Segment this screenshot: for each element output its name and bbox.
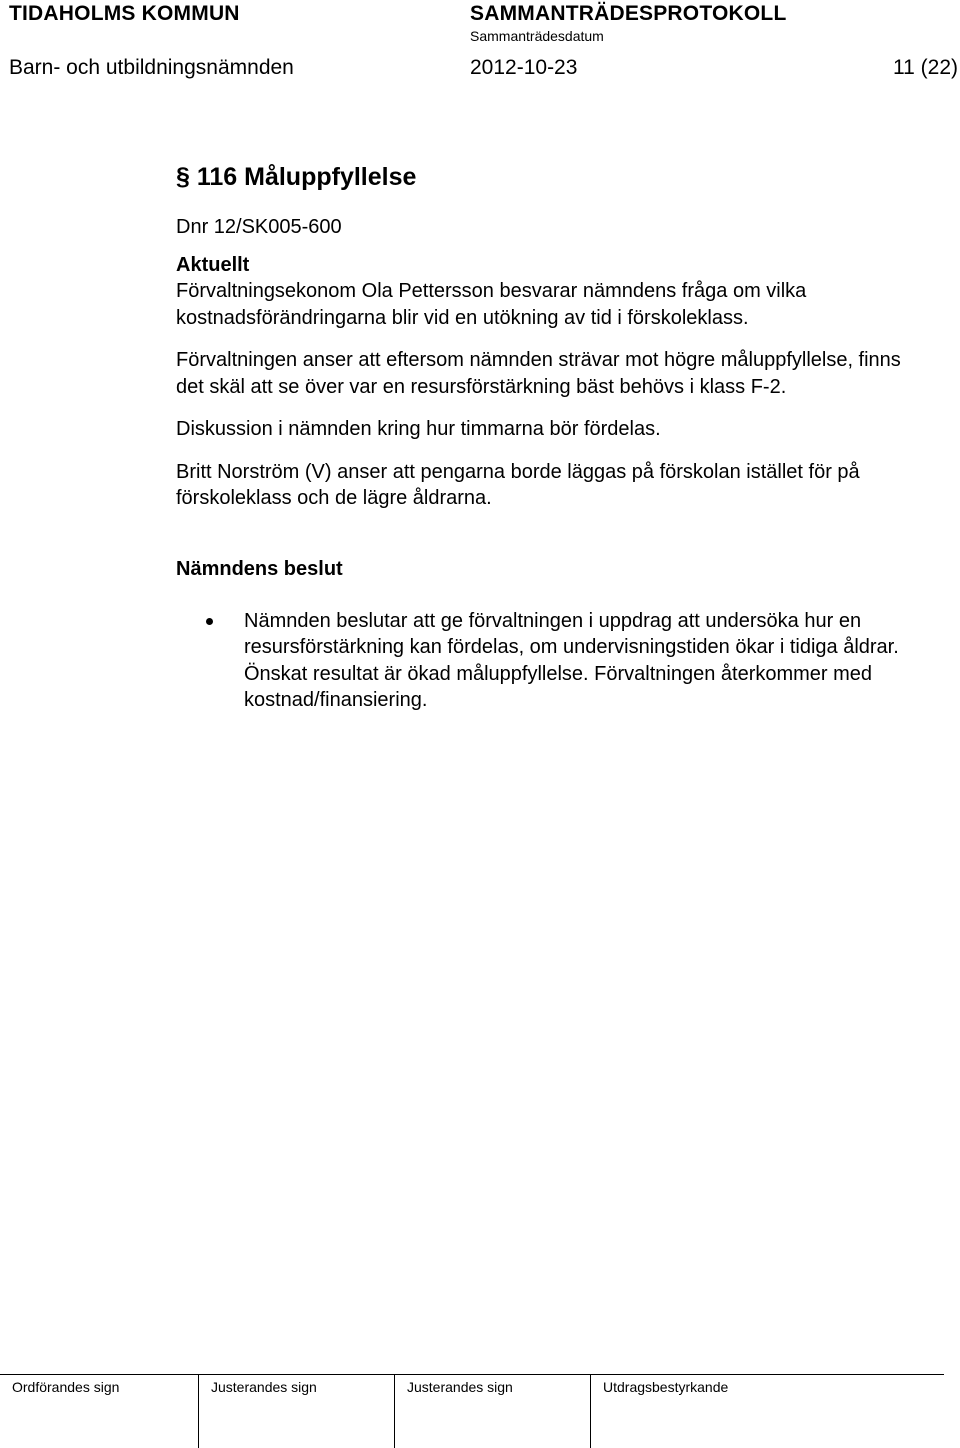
page-number: 11 (22) <box>893 56 958 79</box>
signature-cell-certifier: Utdragsbestyrkande <box>590 1375 944 1448</box>
signature-cell-adjuster-2: Justerandes sign <box>394 1375 590 1448</box>
signature-cell-adjuster-1: Justerandes sign <box>198 1375 394 1448</box>
current-heading: Aktuellt <box>176 254 250 276</box>
org-name: TIDAHOLMS KOMMUN <box>9 2 240 25</box>
paragraph: Diskussion i nämnden kring hur timmarna bör fördelas. <box>176 418 661 440</box>
paragraph: Britt Norström (V) anser att pengarna borde läggas på förskolan istället för på förskoleklass och de lägre åldrarna. <box>176 460 860 509</box>
meeting-date: 2012-10-23 <box>470 56 578 79</box>
bullet-icon <box>206 618 213 625</box>
paragraph: Förvaltningen anser att eftersom nämnden strävar mot högre måluppfyllelse, finns det skäl att se över var en resursförstärkning bäst behövs i klass F-2. <box>176 349 901 398</box>
decision-heading: Nämndens beslut <box>176 557 343 580</box>
decision-text: Nämnden beslutar att ge förvaltningen i uppdrag att undersöka hur en resursförstärkning kan fördelas, om undervisningstiden ökar i tidiga åldrar. Önskat resultat är ökad måluppfyllelse. Förvaltningen återkommer med kostnad/finansiering. <box>244 609 899 711</box>
decision-list <box>176 608 916 714</box>
signature-cell-chair: Ordförandes sign <box>12 1379 120 1395</box>
section-title: § 116 Måluppfyllelse <box>176 163 417 191</box>
diary-number: Dnr 12/SK005-600 <box>176 216 342 238</box>
date-label: Sammanträdesdatum <box>470 28 604 44</box>
decision-item <box>176 608 916 714</box>
protocol-section <box>176 160 916 714</box>
committee-name: Barn- och utbildningsnämnden <box>9 56 294 79</box>
document-type: SAMMANTRÄDESPROTOKOLL <box>470 2 787 25</box>
signature-footer <box>0 1374 944 1448</box>
paragraph: Förvaltningsekonom Ola Pettersson besvarar nämndens fråga om vilka kostnadsförändringarna blir vid en utökning av tid i förskoleklass. <box>176 280 807 329</box>
